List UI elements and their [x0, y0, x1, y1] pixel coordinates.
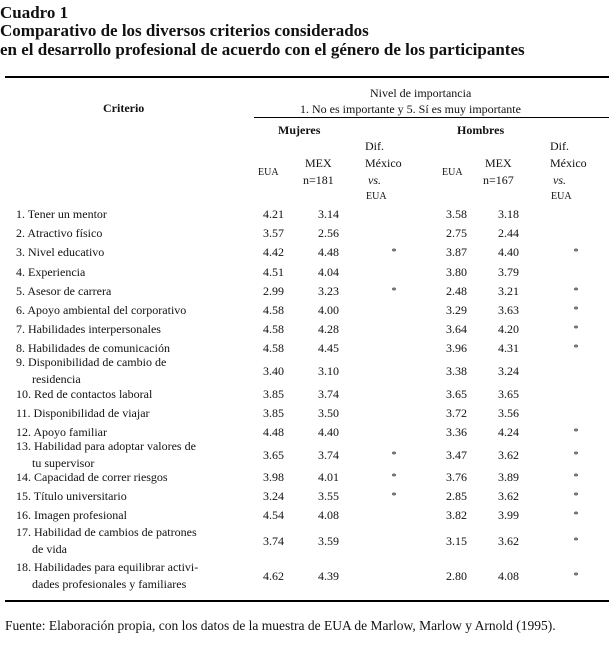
value-m-mex: 3.55: [318, 489, 339, 503]
hombres-mex-header: MEX: [485, 156, 512, 170]
significance-h-dif: *: [573, 571, 579, 582]
value-m-mex: 4.39: [318, 569, 339, 583]
value-h-eua: 3.82: [446, 508, 467, 522]
value-m-eua: 3.85: [263, 406, 284, 420]
value-h-mex: 3.62: [498, 489, 519, 503]
top-rule: [5, 76, 609, 78]
value-h-eua: 3.36: [446, 425, 467, 439]
criterio-label: 18. Habilidades para equilibrar activi-: [16, 560, 199, 574]
value-h-mex: 4.40: [498, 245, 519, 259]
significance-h-dif: *: [573, 491, 579, 502]
value-h-eua: 3.65: [446, 387, 467, 401]
value-h-mex: 4.08: [498, 569, 519, 583]
criterio-label: 14. Capacidad de correr riesgos: [16, 470, 168, 484]
value-h-eua: 3.76: [446, 470, 467, 484]
criterio-label: 16. Imagen profesional: [16, 508, 127, 522]
value-m-mex: 4.28: [318, 322, 339, 336]
value-h-eua: 2.85: [446, 489, 467, 503]
value-m-mex: 4.08: [318, 508, 339, 522]
table-footnote: Fuente: Elaboración propia, con los datos de la muestra de EUA de Marlow, Marlow y Arnold (1995).: [5, 618, 556, 633]
value-m-mex: 4.01: [318, 470, 339, 484]
value-m-eua: 3.85: [263, 387, 284, 401]
significance-h-dif: *: [573, 343, 579, 354]
significance-h-dif: *: [573, 286, 579, 297]
value-h-eua: 2.48: [446, 284, 467, 298]
hombres-header: Hombres: [457, 123, 505, 137]
significance-h-dif: *: [573, 450, 579, 461]
criterio-label: 10. Red de contactos laboral: [16, 387, 153, 401]
value-h-mex: 3.62: [498, 448, 519, 462]
value-h-mex: 3.89: [498, 470, 519, 484]
criterio-label: 4. Experiencia: [16, 265, 86, 279]
criterio-label: 1. Tener un mentor: [16, 207, 107, 221]
escala-header: 1. No es importante y 5. Sí es muy importante: [300, 102, 521, 116]
value-m-eua: 4.21: [263, 207, 284, 221]
mujeres-dif-header-1: Dif.: [365, 139, 384, 153]
hombres-dif-header-4: EUA: [551, 191, 572, 202]
criterio-label: 5. Asesor de carrera: [16, 284, 112, 298]
value-h-mex: 3.99: [498, 508, 519, 522]
hombres-dif-header-1: Dif.: [550, 139, 569, 153]
value-m-eua: 3.24: [263, 489, 284, 503]
criterio-label: 3. Nivel educativo: [16, 245, 105, 259]
value-h-eua: 3.38: [446, 364, 467, 378]
criterio-label: 6. Apoyo ambiental del corporativo: [16, 303, 187, 317]
significance-h-dif: *: [573, 247, 579, 258]
significance-h-dif: *: [573, 536, 579, 547]
value-m-mex: 3.10: [318, 364, 339, 378]
mujeres-n-header: n=181: [303, 173, 334, 187]
mujeres-eua-header: EUA: [258, 167, 279, 178]
value-h-mex: 3.21: [498, 284, 519, 298]
criterio-label: 11. Disponibilidad de viajar: [16, 406, 150, 420]
value-h-mex: 3.24: [498, 364, 519, 378]
value-m-eua: 4.62: [263, 569, 284, 583]
hombres-n-header: n=167: [483, 173, 514, 187]
criterio-label: residencia: [32, 372, 81, 386]
significance-h-dif: *: [573, 427, 579, 438]
value-m-eua: 3.57: [263, 226, 284, 240]
criterio-label: 17. Habilidad de cambios de patrones: [16, 525, 197, 539]
value-m-mex: 3.14: [318, 207, 339, 221]
nivel-rule: [254, 117, 609, 118]
significance-m-dif: *: [391, 286, 397, 297]
significance-h-dif: *: [573, 324, 579, 335]
value-m-eua: 2.99: [263, 284, 284, 298]
mujeres-dif-header-2: México: [365, 156, 402, 170]
criterio-label: 13. Habilidad para adoptar valores de: [16, 439, 196, 453]
criterio-header: Criterio: [103, 101, 145, 115]
significance-m-dif: *: [391, 247, 397, 258]
value-m-mex: 4.04: [318, 265, 339, 279]
hombres-dif-header-3: vs.: [553, 173, 566, 187]
criterio-label: tu supervisor: [32, 456, 95, 470]
value-m-eua: 4.42: [263, 245, 284, 259]
value-m-mex: 3.74: [318, 387, 339, 401]
value-m-eua: 4.58: [263, 303, 284, 317]
value-h-mex: 2.44: [498, 226, 519, 240]
value-m-eua: 3.40: [263, 364, 284, 378]
criterio-label: 8. Habilidades de comunicación: [16, 341, 170, 355]
significance-h-dif: *: [573, 305, 579, 316]
value-h-eua: 3.87: [446, 245, 467, 259]
value-m-mex: 4.45: [318, 341, 339, 355]
criterio-label: de vida: [32, 542, 67, 556]
significance-h-dif: *: [573, 472, 579, 483]
table-number: Cuadro 1: [0, 3, 69, 22]
value-h-eua: 3.47: [446, 448, 467, 462]
mujeres-dif-header-4: EUA: [366, 191, 387, 202]
value-m-mex: 3.50: [318, 406, 339, 420]
criterio-label: 15. Título universitario: [16, 489, 127, 503]
value-h-mex: 4.31: [498, 341, 519, 355]
value-m-eua: 4.58: [263, 341, 284, 355]
table-title-line-2: en el desarrollo profesional de acuerdo con el género de los participantes: [0, 40, 525, 59]
value-m-eua: 4.48: [263, 425, 284, 439]
value-h-eua: 3.80: [446, 265, 467, 279]
value-h-eua: 3.29: [446, 303, 467, 317]
value-m-eua: 4.51: [263, 265, 284, 279]
value-m-mex: 2.56: [318, 226, 339, 240]
hombres-dif-header-2: México: [550, 156, 587, 170]
significance-m-dif: *: [391, 450, 397, 461]
value-m-mex: 3.23: [318, 284, 339, 298]
value-m-mex: 4.40: [318, 425, 339, 439]
criterio-label: dades profesionales y familiares: [32, 577, 187, 591]
value-h-eua: 3.96: [446, 341, 467, 355]
mujeres-mex-header: MEX: [305, 156, 332, 170]
value-h-mex: 3.56: [498, 406, 519, 420]
table-title-line-1: Comparativo de los diversos criterios considerados: [0, 21, 369, 40]
significance-m-dif: *: [391, 472, 397, 483]
value-h-eua: 2.80: [446, 569, 467, 583]
value-m-eua: 4.58: [263, 322, 284, 336]
value-h-mex: 4.20: [498, 322, 519, 336]
value-h-mex: 3.79: [498, 265, 519, 279]
hombres-eua-header: EUA: [442, 167, 463, 178]
value-h-mex: 4.24: [498, 425, 519, 439]
criterio-label: 9. Disponibilidad de cambio de: [16, 355, 167, 369]
criterio-label: 12. Apoyo familiar: [16, 425, 107, 439]
value-m-mex: 3.74: [318, 448, 339, 462]
value-h-eua: 3.58: [446, 207, 467, 221]
value-m-mex: 4.48: [318, 245, 339, 259]
value-h-eua: 3.64: [446, 322, 467, 336]
value-h-mex: 3.18: [498, 207, 519, 221]
criterio-label: 2. Atractivo físico: [16, 226, 103, 240]
value-m-eua: 3.98: [263, 470, 284, 484]
nivel-importancia-header: Nivel de importancia: [370, 86, 472, 100]
mujeres-dif-header-3: vs.: [368, 173, 381, 187]
value-h-mex: 3.63: [498, 303, 519, 317]
significance-h-dif: *: [573, 510, 579, 521]
value-h-mex: 3.65: [498, 387, 519, 401]
mujeres-header: Mujeres: [278, 123, 321, 137]
value-m-mex: 4.00: [318, 303, 339, 317]
bottom-rule: [5, 600, 609, 602]
value-h-eua: 2.75: [446, 226, 467, 240]
value-m-eua: 4.54: [263, 508, 284, 522]
value-m-eua: 3.74: [263, 534, 284, 548]
value-h-mex: 3.62: [498, 534, 519, 548]
value-m-mex: 3.59: [318, 534, 339, 548]
value-h-eua: 3.15: [446, 534, 467, 548]
significance-m-dif: *: [391, 491, 397, 502]
value-h-eua: 3.72: [446, 406, 467, 420]
value-m-eua: 3.65: [263, 448, 284, 462]
criterio-label: 7. Habilidades interpersonales: [16, 322, 161, 336]
